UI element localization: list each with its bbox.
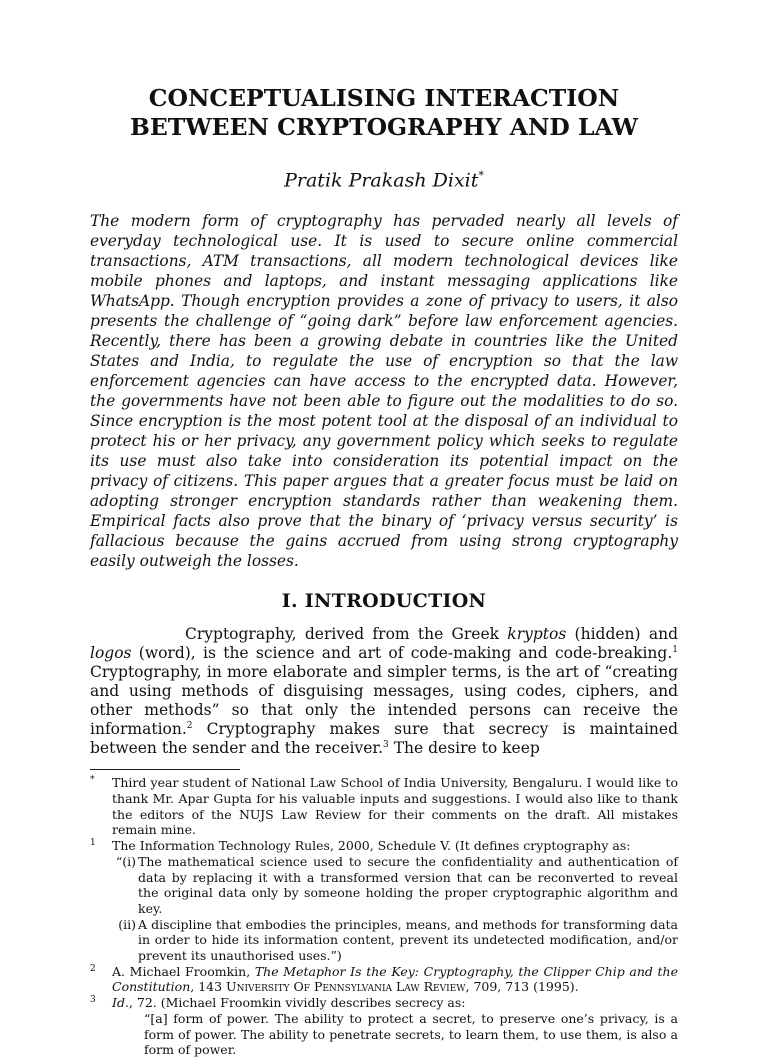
title-line-2: BETWEEN CRYPTOGRAPHY AND LAW [130,113,638,141]
intro-paragraph: Cryptography, derived from the Greek kryptos (hidden) and logos (word), is the science and art of code-making and code-breaking.$^1$ Cryptography, in more elaborate and simpler terms, is the art of “creating and using methods of disguising messages, using codes, ciphers, and other methods” so that only the intended persons can receive the information.$^2$ Cryptography makes sure that secrecy is maintained between the sender and the receiver.$^3$ The desire to keep [90,625,678,758]
footnote-1-item-i: “(i) The mathematical science used to secure the confidentiality and authentication of data by replacing it with a transformed version that can be reconverted to reveal the original data only by someone holding the proper cryptographic algorithm and key. [115,853,678,916]
title-line-1: CONCEPTUALISING INTERACTION [148,84,620,112]
footnote-mark: 3 [90,995,96,1006]
footnote-3-quote: “[a] form of power. The ability to protect a secret, to preserve one’s privacy, is a form of power. The ability to penetrate secrets, to learn them, to use them, is also a form of power. [144,1010,678,1058]
footnote-1: 1 The Information Technology Rules, 2000, Schedule V. (It defines cryptography as: [90,838,631,854]
footnote-ref-3: 3 [383,740,389,751]
footnote-star: * Third year student of National Law School of India University, Bengaluru. I would like to thank Mr. Apar Gupta for his valuable inputs and suggestions. I would also like to thank the editors of the NUJS Law Review for their comments on the draft. All mistakes remain mine. [90,775,678,838]
footnote-3: 3 Id., 72. (Michael Froomkin vividly describes secrecy as: [90,995,466,1011]
footnotes [90,775,678,1058]
footnote-mark: * [90,775,95,786]
document-page [90,84,678,1058]
term-kryptos: kryptos [507,625,567,644]
term-logos: logos [90,644,132,663]
author-name: Pratik Prakash Dixit* [284,169,484,192]
paper-title [90,84,678,142]
author-footnote-mark: * [478,169,484,182]
footnote-divider [90,769,240,770]
footnote-ref-2: 2 [186,721,193,732]
abstract: The modern form of cryptography has pervaded nearly all levels of everyday technological use. It is used to secure online commercial transactions, ATM transactions, all modern technological devices like mobile phones and laptops, and instant messaging applications like WhatsApp. Though encryption provides a zone of privacy to users, it also presents the challenge of “going dark” before law enforcement agencies. Recently, there has been a growing debate in countries like the United States and India, to regulate the use of encryption so that the law enforcement agencies can have access to the encrypted data. However, the governments have not been able to figure out the modalities to do so. Since encryption is the most potent tool at the disposal of an individual to protect his or her privacy, any government policy which seeks to regulate its use must also take into consideration its potential impact on the privacy of citizens. This paper argues that a greater focus must be laid on adopting stronger encryption standards rather than weakening them. Empirical facts also prove that the binary of ‘privacy versus security’ is fallacious because the gains accrued from using strong cryptography easily outweigh the losses. [90,212,678,571]
footnote-2: 2 A. Michael Froomkin, The Metaphor Is the Key: Cryptography, the Clipper Chip and the Constitution, 143 University Of Pennsylvania Law Review, 709, 713 (1995). [90,963,679,995]
footnote-mark: 1 [90,838,96,849]
section-heading: I. INTRODUCTION [281,590,487,613]
footnote-mark: 2 [90,963,96,974]
footnote-ref-1: 1 [672,645,678,656]
footnote-1-item-ii: (ii) A discipline that embodies the principles, means, and methods for transforming data in order to hide its information content, prevent its undetected modification, and/or prevent its unauthorised uses.”) [118,916,678,964]
